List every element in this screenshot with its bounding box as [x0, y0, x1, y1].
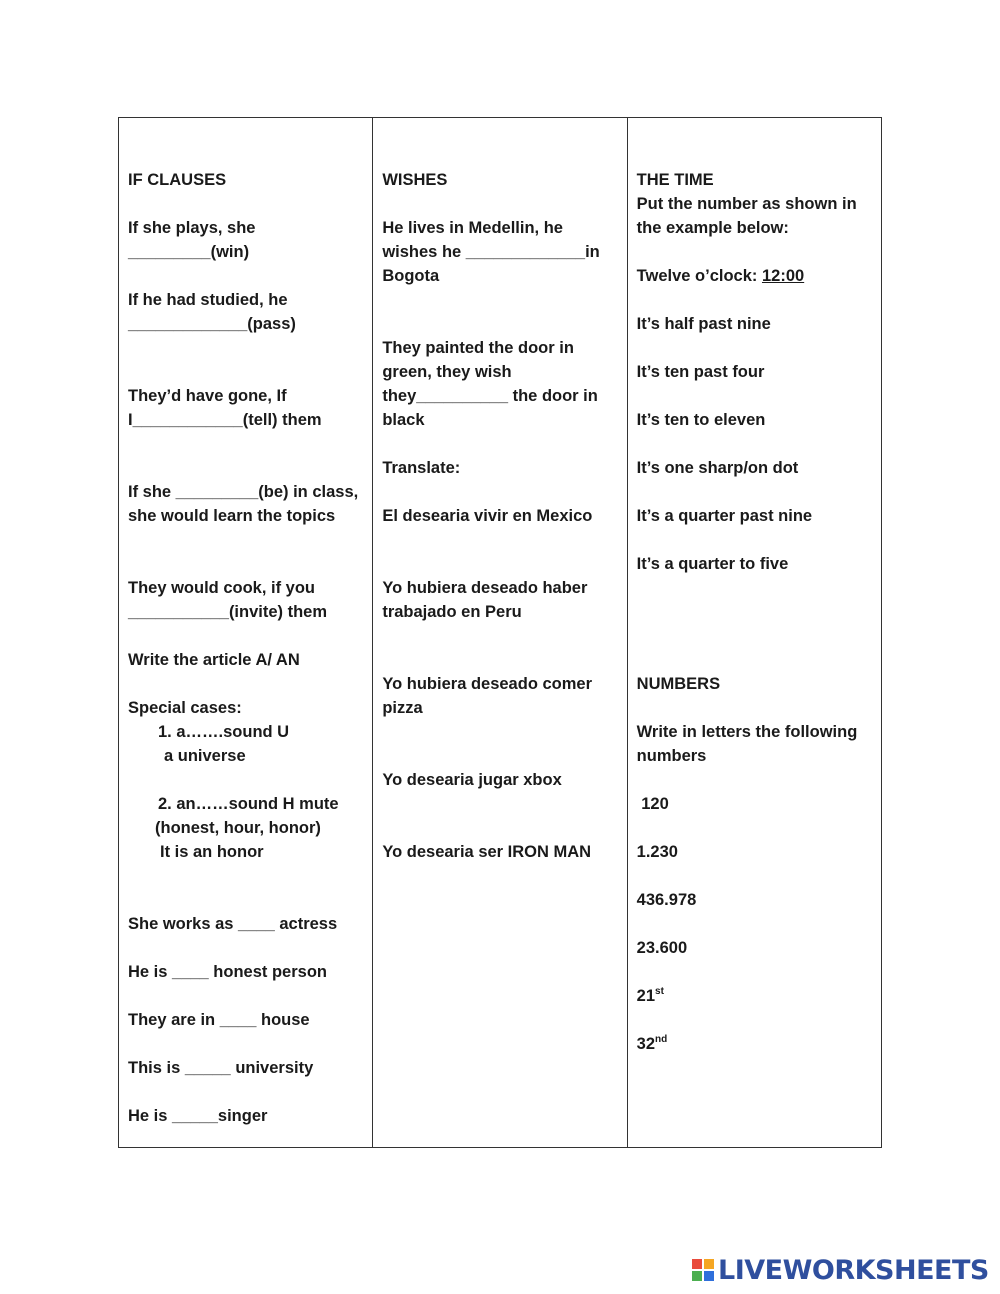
worksheet-table	[118, 117, 882, 1148]
column-time-numbers	[628, 118, 881, 1147]
translate-item: Yo desearia ser IRON MAN	[382, 843, 592, 861]
special-cases-label: Special cases:	[128, 699, 242, 717]
section-title-if-clauses: IF CLAUSES	[128, 171, 227, 189]
section-title-numbers: NUMBERS	[636, 675, 721, 693]
special-case-2: 2. an……sound H mute	[158, 795, 339, 813]
translate-item: El desearia vivir en Mexico	[382, 507, 593, 525]
translate-label: Translate:	[382, 459, 461, 477]
exercise-line: He lives in Medellin, he wishes he _____________in Bogota	[382, 219, 600, 285]
column-wishes	[373, 118, 627, 1147]
time-instruction: Put the number as shown in the example below:	[636, 195, 857, 237]
exercise-line: They painted the door in green, they wish they__________ the door in black	[382, 339, 598, 429]
exercise-line: If she _________(be) in class, she would learn the topics	[128, 483, 359, 525]
time-item: It’s ten past four	[636, 363, 765, 381]
time-example-label: Twelve o’clock:	[636, 267, 762, 285]
ordinal-item	[637, 984, 873, 1008]
translate-item: Yo desearia jugar xbox	[382, 771, 562, 789]
exercise-line: She works as ____ actress	[128, 915, 338, 933]
number-item: 436.978	[636, 891, 697, 909]
section-title-articles: Write the article A/ AN	[128, 651, 300, 669]
time-example	[637, 264, 873, 288]
time-item: It’s a quarter past nine	[636, 507, 813, 525]
special-case-2-list: (honest, hour, honor)	[155, 819, 321, 837]
special-case-2-example: It is an honor	[160, 843, 264, 861]
logo-block	[704, 1271, 714, 1281]
exercise-line: They would cook, if you ___________(invite) them	[128, 579, 328, 621]
logo-block	[704, 1259, 714, 1269]
time-item: It’s ten to eleven	[636, 411, 766, 429]
special-case-1-example: a universe	[164, 747, 246, 765]
time-item: It’s a quarter to five	[636, 555, 789, 573]
exercise-line: They’d have gone, If I____________(tell) them	[128, 387, 322, 429]
time-item: It’s one sharp/on dot	[636, 459, 799, 477]
number-item: 1.230	[636, 843, 678, 861]
ordinal-item	[637, 1032, 873, 1056]
ordinal-number: 21	[636, 987, 656, 1005]
ordinal-suffix: nd	[655, 1034, 668, 1045]
logo-block	[692, 1259, 702, 1269]
section-title-wishes: WISHES	[382, 171, 448, 189]
number-item: 23.600	[636, 939, 688, 957]
ordinal-number: 32	[636, 1035, 656, 1053]
liveworksheets-logo	[692, 1255, 989, 1285]
number-item: 120	[636, 795, 669, 813]
time-example-value: 12:00	[761, 267, 805, 285]
exercise-line: If he had studied, he _____________(pass)	[128, 291, 296, 333]
translate-item: Yo hubiera deseado comer pizza	[382, 675, 593, 717]
logo-block	[692, 1271, 702, 1281]
numbers-instruction: Write in letters the following numbers	[636, 723, 858, 765]
exercise-line: He is _____singer	[128, 1107, 268, 1125]
time-item: It’s half past nine	[636, 315, 771, 333]
exercise-line: If she plays, she _________(win)	[128, 219, 256, 261]
logo-text: LIVEWORKSHEETS	[718, 1254, 989, 1286]
exercise-line: He is ____ honest person	[128, 963, 327, 981]
translate-item: Yo hubiera deseado haber trabajado en Peru	[382, 579, 588, 621]
exercise-line: They are in ____ house	[128, 1011, 310, 1029]
section-title-time: THE TIME	[636, 171, 714, 189]
logo-blocks-icon	[692, 1259, 714, 1281]
column-if-clauses	[119, 118, 373, 1147]
exercise-line: This is _____ university	[128, 1059, 314, 1077]
special-case-1: 1. a…….sound U	[158, 723, 290, 741]
ordinal-suffix: st	[655, 986, 664, 997]
